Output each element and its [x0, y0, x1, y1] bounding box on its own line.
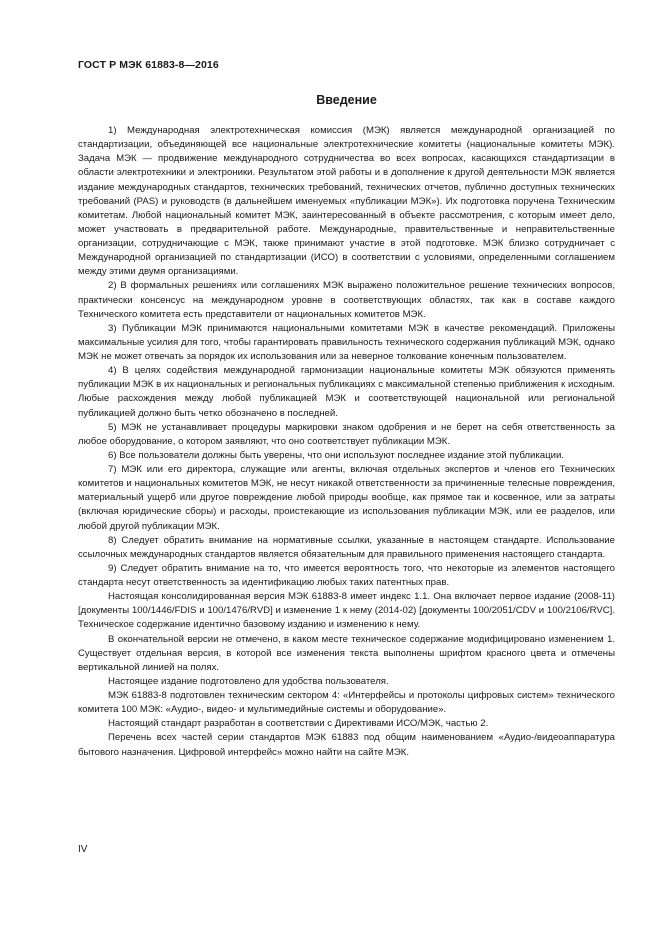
paragraph: В окончательной версии не отмечено, в каком месте техническое содержание модифицировано изменением 1. Существует отдельная версия, в которой все изменения текста выполнены шрифтом красного цвета и отмечены вертикальной линией на полях. [78, 633, 615, 673]
page-number: IV [78, 844, 88, 855]
paragraph: Настоящая консолидированная версия МЭК 61883-8 имеет индекс 1.1. Она включает первое издание (2008-11) [документы 100/1446/FDIS и 100/1476/RVD] и изменение 1 к нему (2014-02) [документы 100/2051/CDV и 100/2106/RVC]. Техническое содержание идентично базовому изданию и изменению к нему. [78, 591, 615, 631]
paragraph: 5) МЭК не устанавливает процедуры маркировки знаком одобрения и не берет на себя ответственность за любое оборудование, о котором заявляют, что оно соответствует публикации МЭК. [78, 421, 615, 447]
paragraph: 7) МЭК или его директора, служащие или агенты, включая отдельных экспертов и членов его Технических комитетов и национальных комитетов МЭК, не несут никакой ответственности за причиненные телесные повреждения, материальный ущерб или другое повреждение любой природы вообще, как прямое так и косвенное, или за затраты (включая юридические сборы) и расходы, проистекающие из использования публикации МЭК, или ее разделов, или любой другой публикации МЭК. [78, 464, 615, 532]
paragraph: Перечень всех частей серии стандартов МЭК 61883 под общим наименованием «Аудио-/видеоаппаратура бытового назначения. Цифровой интерфейс» можно найти на сайте МЭК. [78, 732, 615, 758]
paragraph: Настоящий стандарт разработан в соответствии с Директивами ИСО/МЭК, частью 2. [108, 718, 489, 730]
paragraph: Настоящее издание подготовлено для удобства пользователя. [108, 675, 389, 687]
paragraph: 3) Публикации МЭК принимаются национальными комитетами МЭК в качестве рекомендаций. Приложены максимальные усилия для того, чтобы гарантировать правильность технического содержания публикаций МЭК, однако МЭК не может отвечать за порядок их использования или за неверное толкование конечным пользователем. [78, 322, 615, 362]
paragraph: 6) Все пользователи должны быть уверены, что они используют последнее издание этой публикации. [108, 449, 564, 461]
body-text [78, 124, 615, 760]
section-title [0, 93, 661, 107]
paragraph: 8) Следует обратить внимание на нормативные ссылки, указанные в настоящем стандарте. Использование ссылочных международных стандартов является обязательным для правильного применения настоящего стандарта. [78, 534, 615, 560]
paragraph: 2) В формальных решениях или соглашениях МЭК выражено положительное решение технических вопросов, практически консенсус на международном уровне в соответствующих областях, так как в составе каждого Технического комитета есть представители от национальных комитетов МЭК. [78, 280, 615, 320]
section-title-text: Введение [316, 93, 377, 107]
paragraph: 4) В целях содействия международной гармонизации национальные комитеты МЭК обязуются применять публикации МЭК в их национальных и региональных публикациях с максимальной степенью приближения к исходным. Любые расхождения между любой публикацией МЭК и соответствующей национальной или региональной публикацией должно быть четко обозначено в последней. [78, 365, 615, 419]
paragraph: 1) Международная электротехническая комиссия (МЭК) является международной организацией по стандартизации, объединяющей все национальные электротехнические комитеты (национальные комитеты МЭК). Задача МЭК — продвижение международного сотрудничества во всех вопросах, касающихся стандартизации в области электротехники и электроники. Результатом этой работы и в дополнение к другой деятельности МЭК является издание международных стандартов, технических требований, технических отчетов, публично доступных технических требований (PAS) и руководств (в дальнейшем именуемых «публикации МЭК»). Их подготовка поручена Техническим комитетам. Любой национальный комитет МЭК, заинтересованный в объекте рассмотрения, с которым имеет дело, может участвовать в предварительной работе. Международные, правительственные и неправительственные организации, сотрудничающие с МЭК, также принимают участие в этой подготовке. МЭК близко сотрудничает с Международной организацией по стандартизации (ИСО) в соответствии с условиями, определенными соглашением между этими двумя организациями. [78, 125, 615, 278]
document-code: ГОСТ Р МЭК 61883-8—2016 [78, 59, 219, 71]
paragraph: МЭК 61883-8 подготовлен техническим сектором 4: «Интерфейсы и протоколы цифровых систем» технического комитета 100 МЭК: «Аудио-, видео- и мультимедийные системы и оборудование». [78, 690, 615, 716]
paragraph: 9) Следует обратить внимание на то, что имеется вероятность того, что некоторые из элементов настоящего стандарта несут ответственность за идентификацию любых таких патентных прав. [78, 562, 615, 588]
